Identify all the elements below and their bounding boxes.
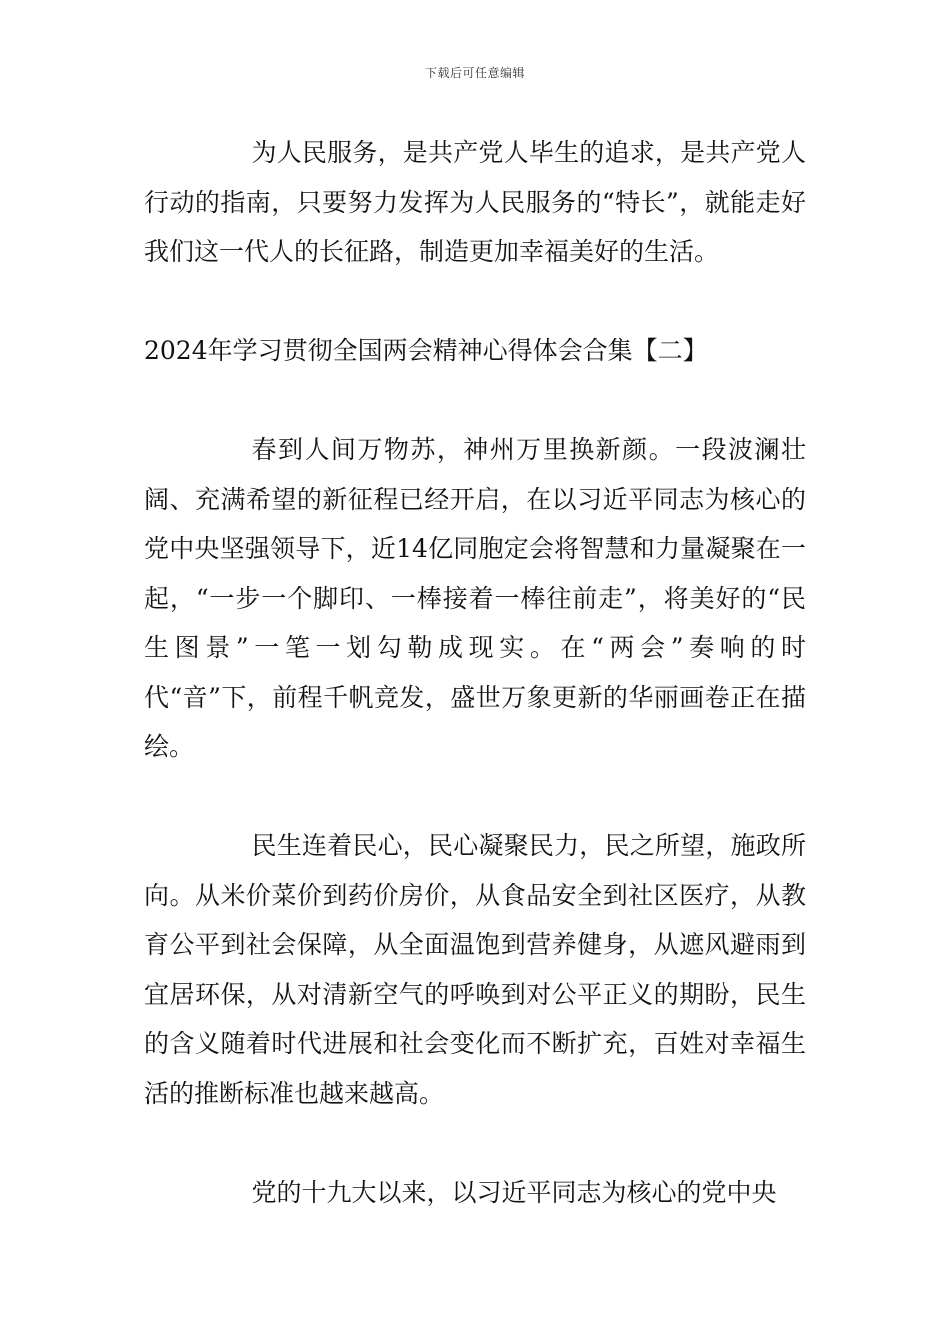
paragraph-1: 为人民服务，是共产党人毕生的追求，是共产党人行动的指南，只要努力发挥为人民服务的“特长”，就能走好我们这一代人的长征路，制造更加幸福美好的生活。 (144, 138, 806, 266)
document-body (144, 128, 806, 1217)
paragraph-4: 党的十九大以来，以习近平同志为核心的党中央 (251, 1177, 777, 1207)
paragraph-2: 春到人间万物苏，神州万里换新颜。一段波澜壮阔、充满希望的新征程已经开启，在以习近平同志为核心的党中央坚强领导下，近14亿同胞定会将智慧和力量凝聚在一起，“一步一个脚印、一棒接着一棒往前走”，将美好的“民生图景”一笔一划勾勒成现实。在“两会”奏响的时代“音”下，前程千帆竞发，盛世万象更新的华丽画卷正在描绘。 (144, 435, 806, 761)
paragraph-gap (144, 1118, 806, 1168)
section-heading: 2024年学习贯彻全国两会精神心得体会合集【二】 (144, 336, 708, 365)
paragraph-gap (144, 376, 806, 426)
paragraph-gap (144, 277, 806, 327)
paragraph-3: 民生连着民心，民心凝聚民力，民之所望，施政所向。从米价菜价到药价房价，从食品安全到社区医疗，从教育公平到社会保障，从全面温饱到营养健身，从遮风避雨到宜居环保，从对清新空气的呼唤到对公平正义的期盼，民生的含义随着时代进展和社会变化而不断扩充，百姓对幸福生活的推断标准也越来越高。 (144, 831, 806, 1108)
paragraph-gap (144, 772, 806, 822)
header-note: 下载后可任意编辑 (424, 66, 525, 80)
